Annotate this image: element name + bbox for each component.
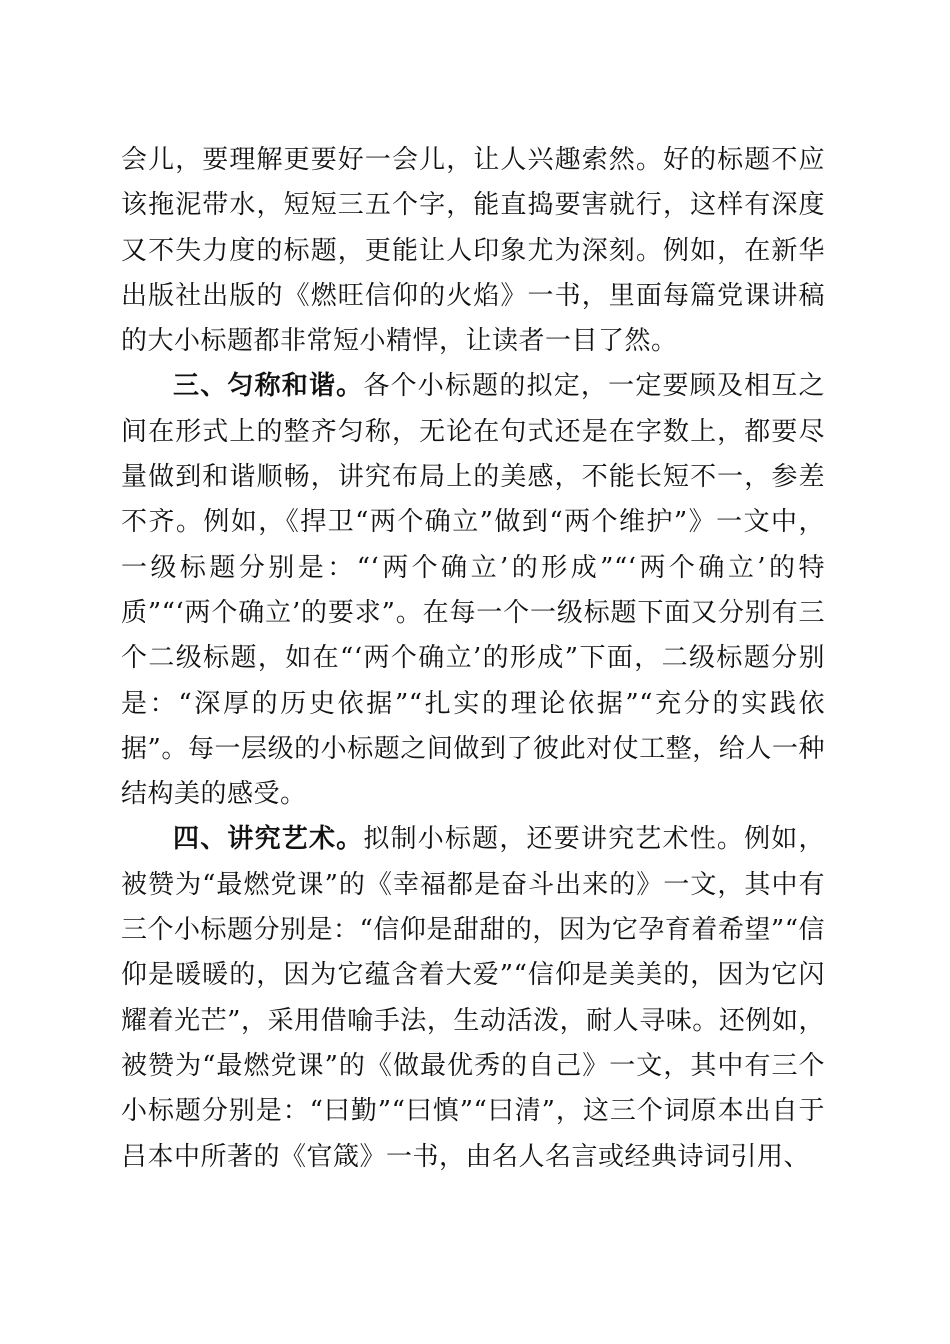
- paragraph-text: 各个小标题的拟定，一定要顾及相互之间在形式上的整齐匀称，无论在句式还是在字数上，都要尽量做到和谐顺畅，讲究布局上的美感，不能长短不一，参差不齐。例如，《捍卫“两个确立”做到“两个维护”》一文中，一级标题分别是：“‘两个确立’的形成”“‘两个确立’的特质”“‘两个确立’的要求”。在每一个一级标题下面又分别有三个二级标题，如在“‘两个确立’的形成”下面，二级标题分别是：“深厚的历史依据”“扎实的理论依据”“充分的实践依据”。每一层级的小标题之间做到了彼此对仗工整，给人一种结构美的感受。: [121, 371, 825, 810]
- paragraph-section-three: [121, 364, 825, 817]
- section-heading-three: 三、匀称和谐。: [173, 371, 364, 402]
- paragraph-continuation: [121, 138, 825, 364]
- paragraph-section-four: [121, 817, 825, 1179]
- paragraph-text: 拟制小标题，还要讲究艺术性。例如，被赞为“最燃党课”的《幸福都是奋斗出来的》一文，其中有三个小标题分别是：“信仰是甜甜的，因为它孕育着希望”“信仰是暖暖的，因为它蕴含着大爱”“信仰是美美的，因为它闪耀着光芒”，采用借喻手法，生动活泼，耐人寻味。还例如，被赞为“最燃党课”的《做最优秀的自己》一文，其中有三个小标题分别是：“曰勤”“曰慎”“曰清”，这三个词原本出自于吕本中所著的《官箴》一书，由名人名言或经典诗词引用、: [121, 824, 825, 1172]
- document-body: [121, 138, 825, 1180]
- paragraph-text: 会儿，要理解更要好一会儿，让人兴趣索然。好的标题不应该拖泥带水，短短三五个字，能直捣要害就行，这样有深度又不失力度的标题，更能让人印象尤为深刻。例如，在新华出版社出版的《燃旺信仰的火焰》一书，里面每篇党课讲稿的大小标题都非常短小精悍，让读者一目了然。: [121, 145, 825, 357]
- section-heading-four: 四、讲究艺术。: [173, 824, 364, 855]
